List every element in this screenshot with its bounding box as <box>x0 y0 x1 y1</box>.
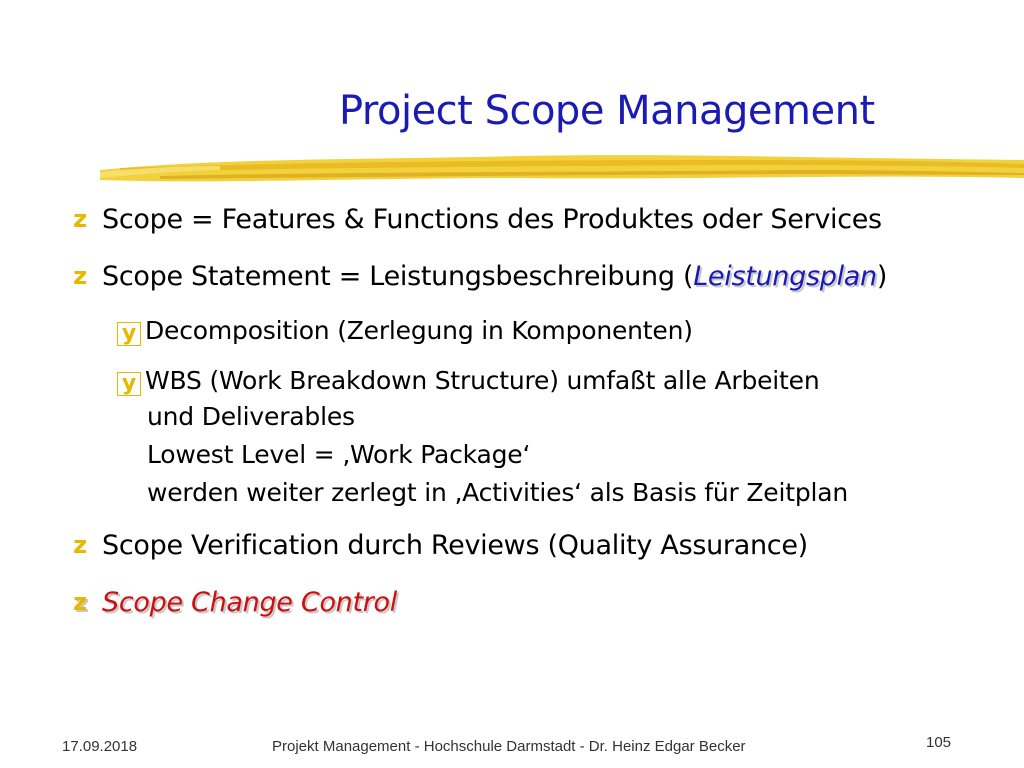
subbullet-wbs-line-4: werden weiter zerlegt in ‚Activities‘ als Basis für Zeitplan <box>147 478 849 507</box>
bullet-scope-change-control <box>66 587 397 618</box>
footer-date: 17.09.2018 <box>62 738 138 755</box>
scope-change-control-text: Scope Change Control <box>102 587 397 618</box>
bullet-scope-verification <box>66 530 808 561</box>
subbullet-wbs-line-3: Lowest Level = ‚Work Package‘ <box>147 440 531 469</box>
subbullet-wbs <box>117 366 819 396</box>
bullet-scope-statement <box>66 261 887 292</box>
bullet-text-before: Scope Statement = Leistungsbeschreibung ( <box>102 261 694 292</box>
subbullet-text-line-1: WBS (Work Breakdown Structure) umfaßt alle Arbeiten <box>145 366 820 395</box>
bullet-scope <box>66 204 882 235</box>
subbullet-text: Decomposition (Zerlegung in Komponenten) <box>145 316 693 345</box>
bullet-text: Scope = Features & Functions des Produktes oder Services <box>102 204 882 235</box>
title-underline-brush <box>100 148 1024 190</box>
bullet-marker: z <box>73 588 87 616</box>
bullet-text: Scope Verification durch Reviews (Quality Assurance) <box>102 530 808 561</box>
bullet-text-after: ) <box>876 261 888 292</box>
footer-center: Projekt Management - Hochschule Darmstadt - Dr. Heinz Edgar Becker <box>272 738 746 755</box>
slide-title: Project Scope Management <box>339 88 875 134</box>
leistungsplan-highlight: Leistungsplan <box>693 261 877 292</box>
subbullet-wbs-line-2: und Deliverables <box>147 402 355 431</box>
subbullet-marker: y <box>117 322 141 346</box>
bullet-marker: z <box>73 531 87 559</box>
bullet-marker: z <box>73 262 87 290</box>
subbullet-marker: y <box>117 372 141 396</box>
footer-page-number: 105 <box>926 734 952 751</box>
bullet-marker: z <box>73 205 87 233</box>
subbullet-decomposition <box>117 316 693 346</box>
